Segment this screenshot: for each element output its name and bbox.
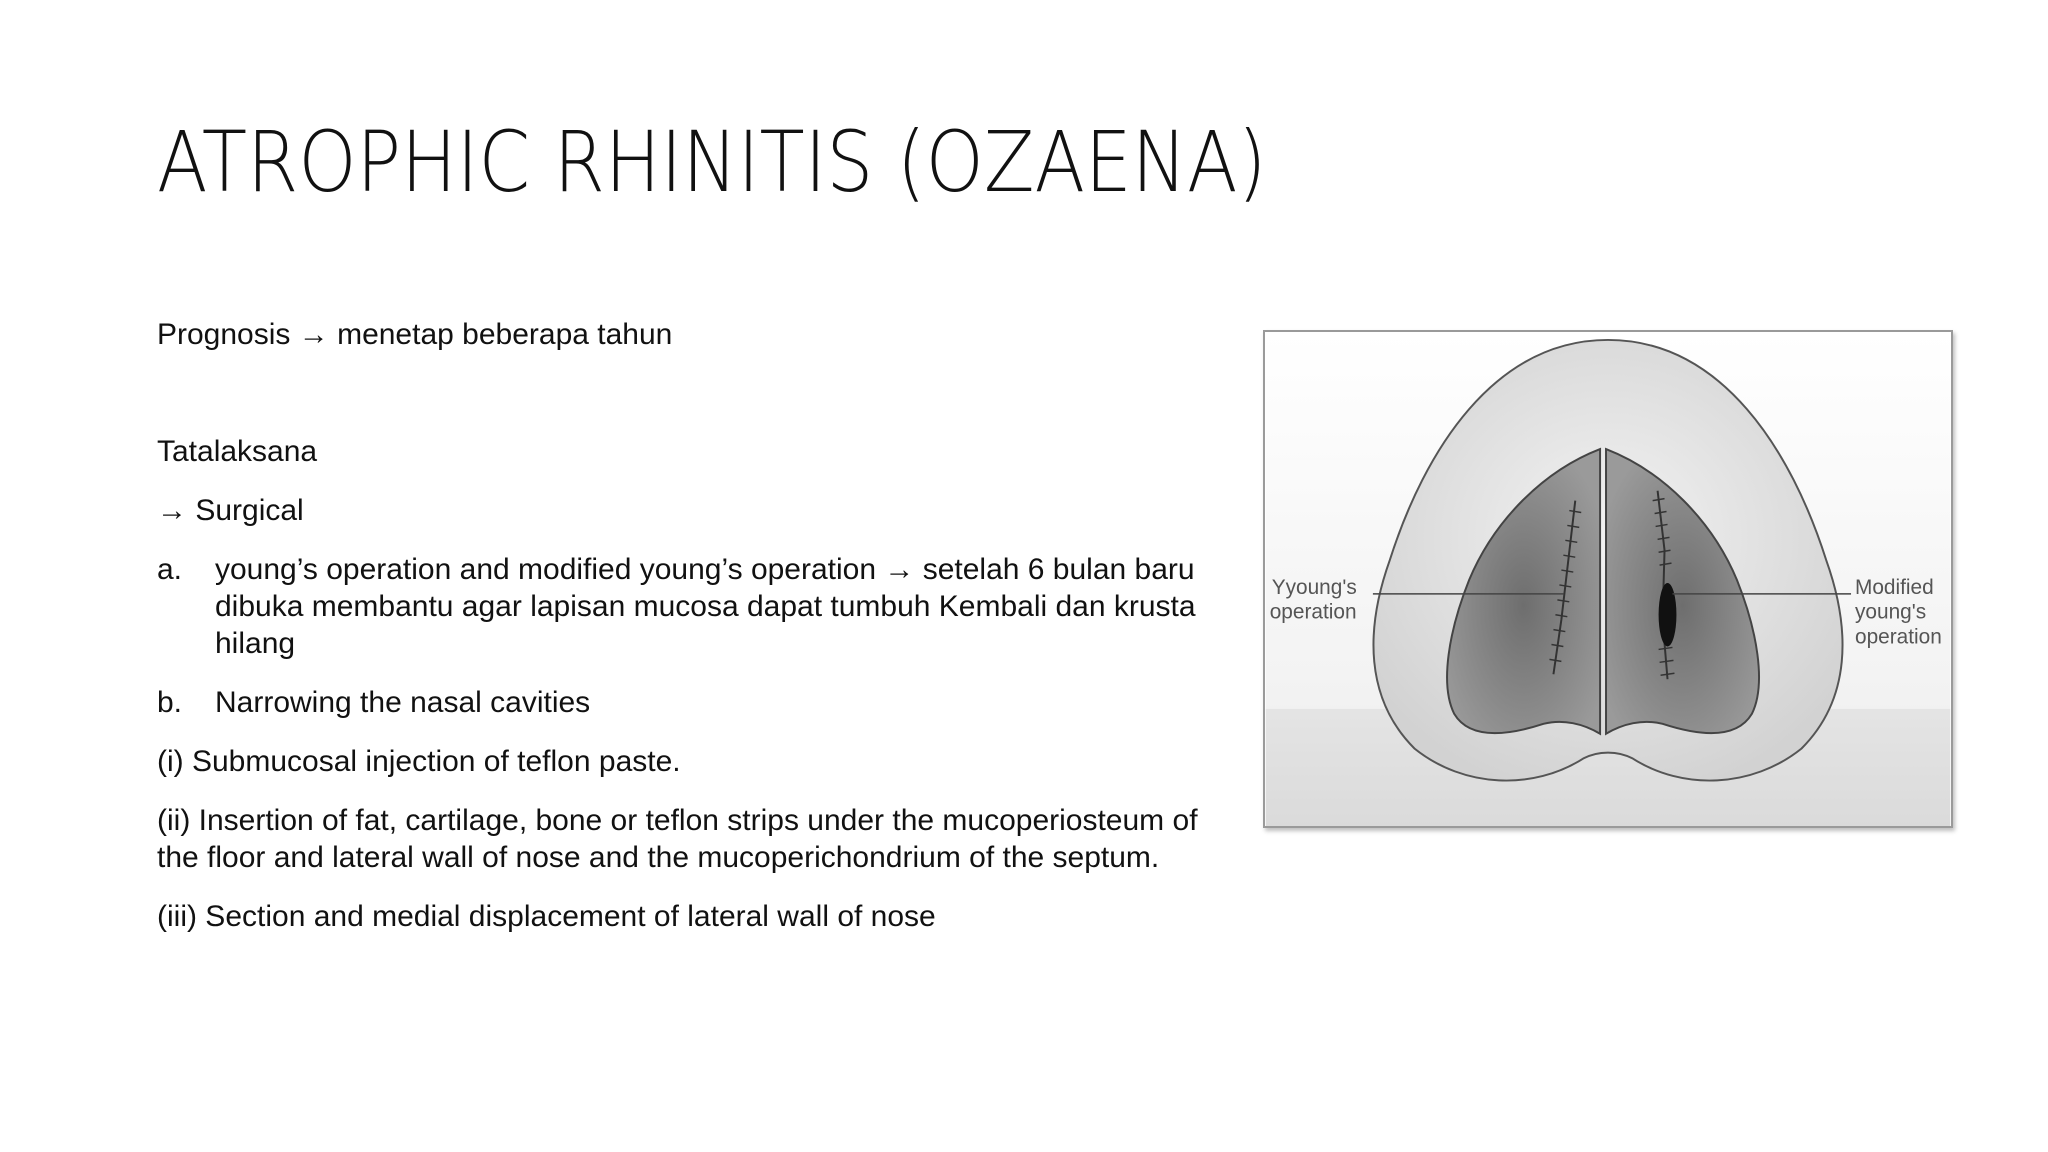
- right-label-line-1: Modified: [1855, 575, 1934, 599]
- nose-diagram: [1265, 332, 1951, 826]
- sub-item-iii: (iii) Section and medial displacement of lateral wall of nose: [157, 900, 936, 933]
- left-label-line-2: operation: [1269, 600, 1357, 624]
- list-marker: a.: [157, 553, 183, 586]
- left-label-line-1: Yyoung's: [1271, 575, 1357, 599]
- list-marker: b.: [157, 686, 183, 719]
- surgical-line: → Surgical: [157, 494, 304, 527]
- list-item-a: [157, 551, 1217, 662]
- right-label-line-3: operation: [1855, 625, 1942, 649]
- sub-item-i: (i) Submucosal injection of teflon paste.: [157, 745, 681, 778]
- tatalaksana-heading: Tatalaksana: [157, 435, 318, 468]
- nasal-operation-figure: [1263, 330, 1953, 828]
- sub-item-ii: (ii) Insertion of fat, cartilage, bone or teflon strips under the mucoperiosteum of the floor and lateral wall of nose and the mucoperichondrium of the septum.: [157, 804, 1198, 874]
- right-operation-opening: [1659, 583, 1677, 646]
- prognosis-line: Prognosis → menetap beberapa tahun: [157, 318, 673, 351]
- list-item-b: [157, 684, 1217, 721]
- slide-body: [157, 316, 1217, 935]
- slide-title: ATROPHIC RHINITIS (OZAENA): [157, 113, 1267, 211]
- list-item-text: Narrowing the nasal cavities: [215, 686, 591, 719]
- right-label-line-2: young's: [1855, 600, 1927, 624]
- list-item-text: young’s operation and modified young’s operation → setelah 6 bulan baru dibuka membantu agar lapisan mucosa dapat tumbuh Kembali dan krusta hilang: [215, 553, 1196, 660]
